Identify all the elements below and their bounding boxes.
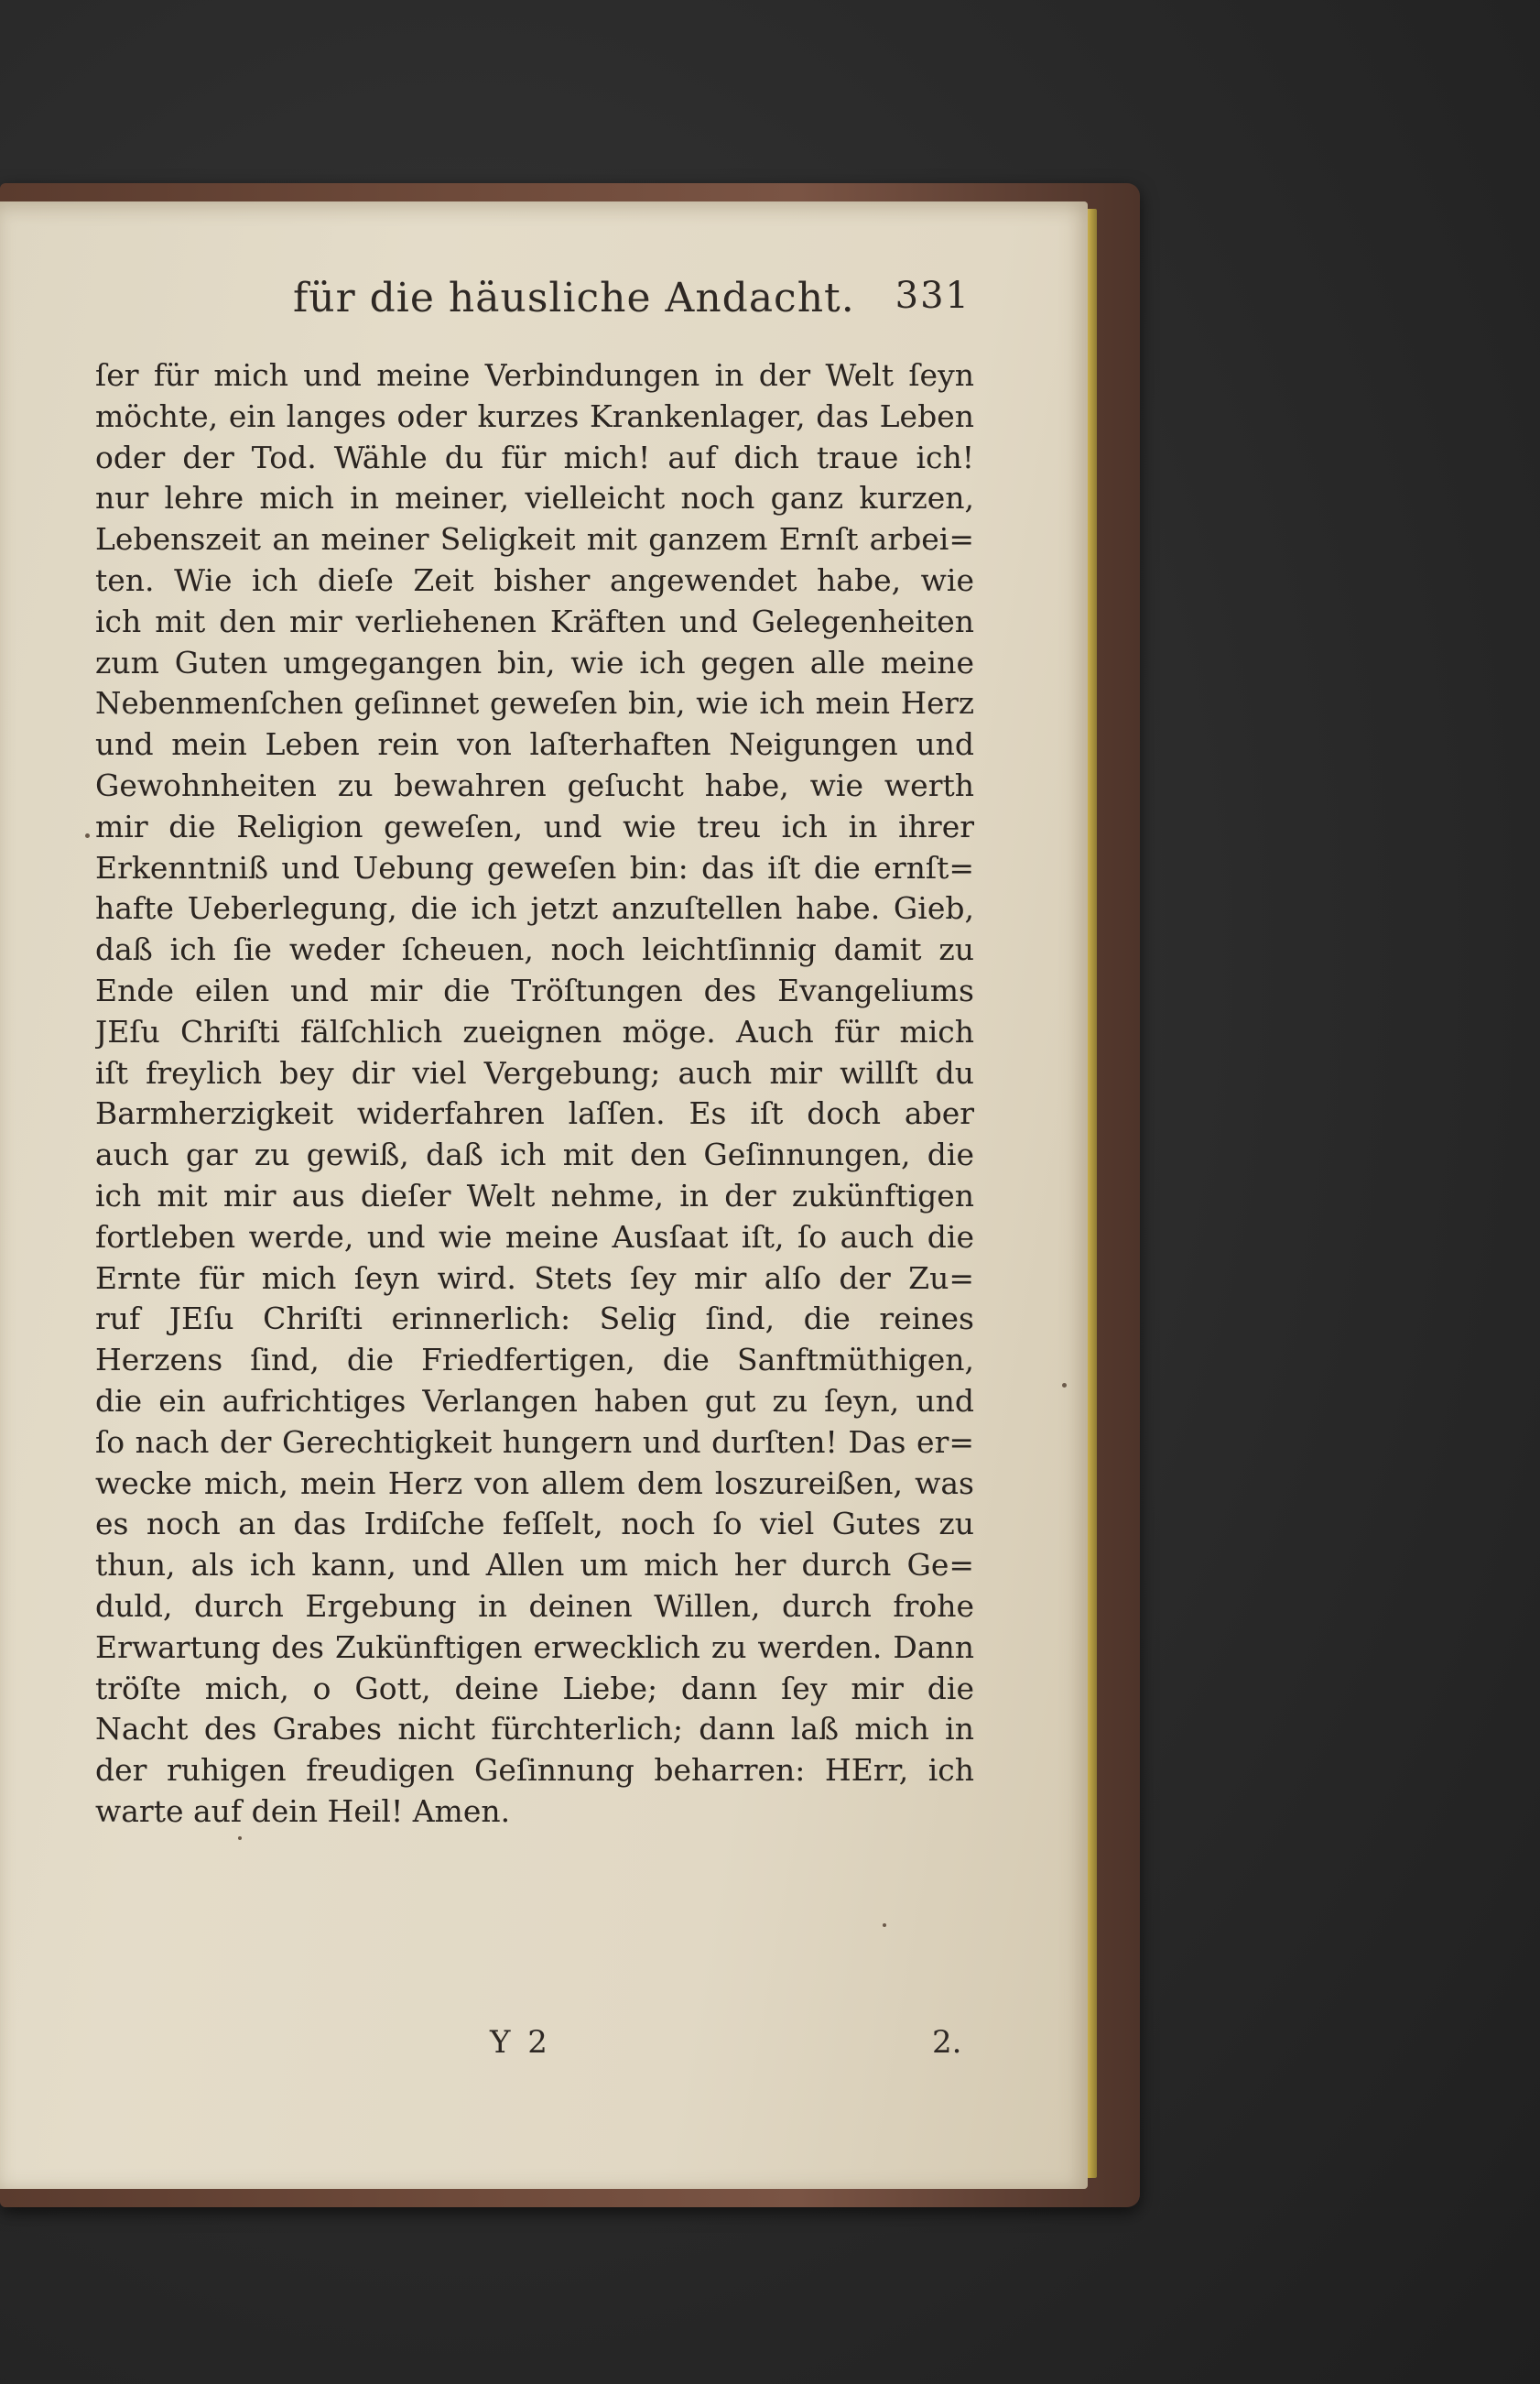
book-page [0,201,1088,2189]
text-line: daß ich ſie weder ſcheuen, noch leichtſinnig damit zu [95,931,974,968]
body-text [95,355,974,1833]
paper-speck [883,1923,886,1927]
text-line: warte auf dein Heil! Amen. [95,1792,511,1829]
text-line: zum Guten umgegangen bin, wie ich gegen alle meine [95,644,974,680]
text-line: ich mit mir aus dieſer Welt nehme, in der zukünftigen [95,1177,974,1214]
text-line: tröſte mich, o Gott, deine Liebe; dann ſey mir die [95,1670,974,1706]
text-line: hafte Ueberlegung, die ich jetzt anzuſtellen habe. Gieb, [95,890,974,927]
paper-speck [238,1836,242,1840]
text-line: Nebenmenſchen geſinnet geweſen bin, wie ich mein Herz [95,686,974,722]
text-line: duld, durch Ergebung in deinen Willen, durch frohe [95,1587,974,1624]
text-line: ſo nach der Gerechtigkeit hungern und durſten! Das er= [95,1423,974,1460]
text-line: Nacht des Grabes nicht fürchterlich; dann laß mich in [95,1711,974,1747]
text-line: oder der Tod. Wähle du für mich! auf dich traue ich! [95,439,974,475]
paper-speck [1062,1383,1067,1388]
text-line: ich mit den mir verliehenen Kräften und Gelegenheiten [95,603,974,639]
text-line: auch gar zu gewiß, daß ich mit den Geſinnungen, die [95,1137,974,1173]
page-number: 331 [895,275,971,317]
text-line: und mein Leben rein von laſterhaften Neigungen und [95,726,974,763]
text-line: möchte, ein langes oder kurzes Krankenlager, das Leben [95,397,974,434]
text-line: Gewohnheiten zu bewahren geſucht habe, wie werth [95,767,974,803]
text-line: ruf JEſu Chriſti erinnerlich: Selig ſind, die reines [95,1301,974,1337]
text-line: Lebenszeit an meiner Seligkeit mit ganzem Ernſt arbei= [95,521,974,558]
text-line: fortleben werde, und wie meine Ausſaat iſt, ſo auch die [95,1218,974,1255]
catchword: 2. [932,2024,962,2061]
signature-mark: Y 2 [490,2024,551,2061]
text-line: Erwartung des Zukünftigen erwecklich zu werden. Dann [95,1628,974,1665]
paper-speck [85,833,90,838]
text-line: Ende eilen und mir die Tröſtungen des Evangeliums [95,972,974,1008]
text-line: es noch an das Irdiſche feſſelt, noch ſo viel Gutes zu [95,1506,974,1542]
text-line: iſt freylich bey dir viel Vergebung; auch mir willſt du [95,1054,974,1091]
text-line: Ernte für mich ſeyn wird. Stets ſey mir alſo der Zu= [95,1259,974,1296]
running-head [146,275,971,339]
text-line: thun, als ich kann, und Allen um mich her durch Ge= [95,1547,974,1584]
text-line: JEſu Chriſti fälſchlich zueignen möge. Auch für mich [95,1013,974,1050]
text-line: der ruhigen freudigen Geſinnung beharren: HErr, ich [95,1752,974,1789]
text-line: die ein aufrichtiges Verlangen haben gut zu ſeyn, und [95,1382,974,1419]
text-line: Barmherzigkeit widerfahren laſſen. Es iſt doch aber [95,1095,974,1132]
text-line: mir die Religion geweſen, und wie treu ich in ihrer [95,808,974,844]
text-line: ſer für mich und meine Verbindungen in der Welt ſeyn [95,357,974,393]
text-line: wecke mich, mein Herz von allem dem loszureißen, was [95,1464,974,1501]
text-line: Herzens ſind, die Friedfertigen, die Sanftmüthigen, [95,1342,974,1378]
text-line: Erkenntniß und Uebung geweſen bin: das iſt die ernſt= [95,849,974,886]
text-line: nur lehre mich in meiner, vielleicht noch ganz kurzen, [95,480,974,517]
text-line: ten. Wie ich dieſe Zeit bisher angewendet habe, wie [95,561,974,598]
running-title: für die häusliche Andacht. [293,275,855,321]
